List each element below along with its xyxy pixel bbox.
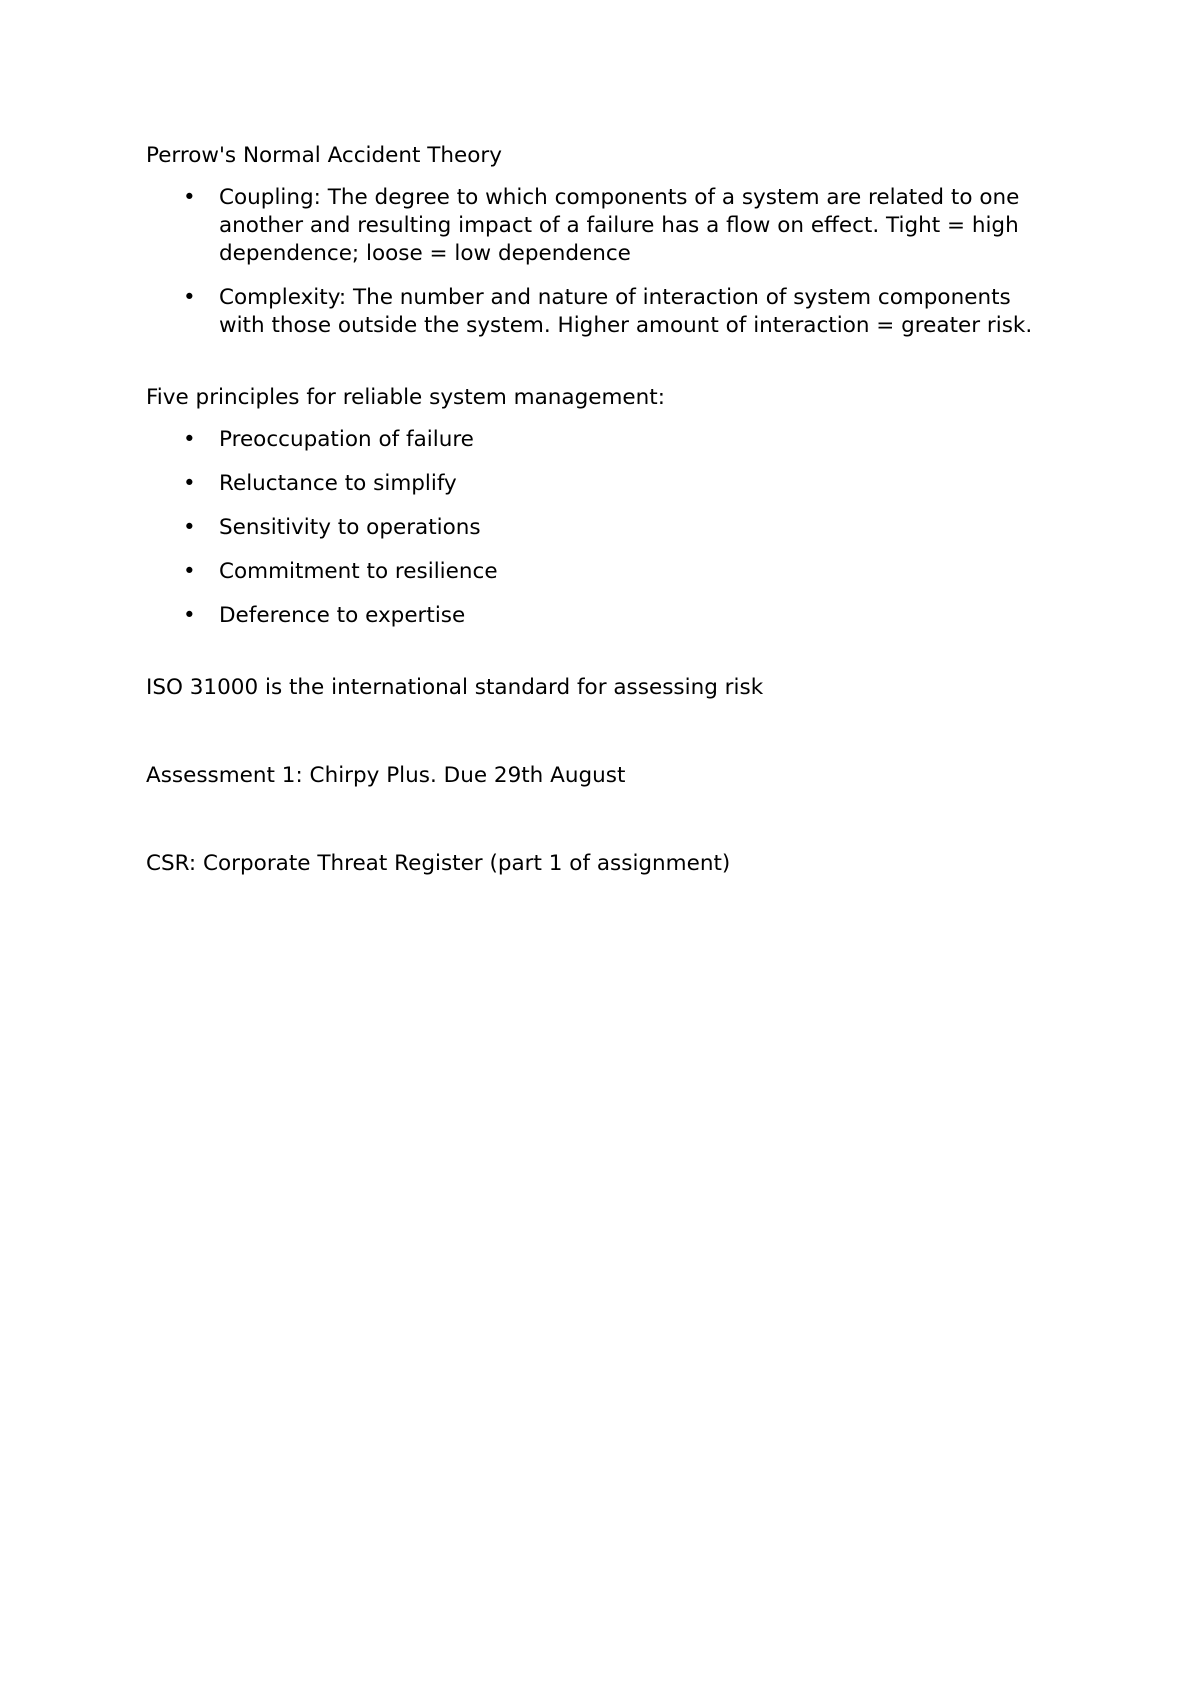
section-heading-principles: Five principles for reliable system management: — [146, 385, 665, 410]
list-item-text: Reluctance to simplify — [219, 471, 457, 496]
list-item-text: Coupling: The degree to which components of a system are related to one another and resulting impact of a failure has a flow on effect. Tight = high dependence; loose = low dependence — [219, 185, 1020, 266]
assessment-paragraph: Assessment 1: Chirpy Plus. Due 29th August — [146, 763, 626, 788]
list-item-text: Preoccupation of failure — [219, 427, 474, 452]
csr-paragraph: CSR: Corporate Threat Register (part 1 of assignment) — [146, 851, 731, 876]
bullet-icon: • — [183, 515, 196, 540]
list-item — [146, 184, 1059, 268]
principles-list — [146, 426, 1066, 630]
bullet-icon: • — [183, 427, 196, 452]
list-item — [146, 284, 1059, 340]
perrow-list — [146, 184, 1066, 340]
list-item-text: Deference to expertise — [219, 603, 466, 628]
section-heading-perrow: Perrow's Normal Accident Theory — [146, 143, 502, 168]
document-body — [146, 142, 1066, 878]
list-item-text: Commitment to resilience — [219, 559, 498, 584]
bullet-icon: • — [183, 185, 196, 210]
list-item — [146, 470, 1066, 498]
bullet-icon: • — [183, 603, 196, 628]
list-item — [146, 602, 1066, 630]
list-item — [146, 426, 1066, 454]
bullet-icon: • — [183, 285, 196, 310]
list-item-text: Complexity: The number and nature of interaction of system components with those outside the system. Higher amount of interaction = greater risk. — [219, 285, 1033, 338]
bullet-icon: • — [183, 471, 196, 496]
list-item — [146, 514, 1066, 542]
bullet-icon: • — [183, 559, 196, 584]
list-item — [146, 558, 1066, 586]
iso-paragraph: ISO 31000 is the international standard for assessing risk — [146, 675, 764, 700]
list-item-text: Sensitivity to operations — [219, 515, 481, 540]
